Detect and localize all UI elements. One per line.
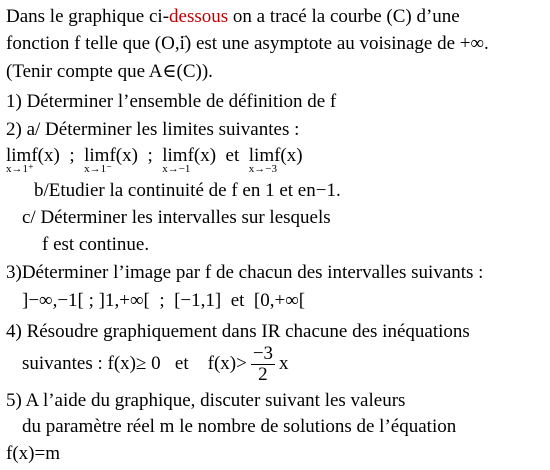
limit-3 bbox=[162, 145, 191, 175]
inequation-variable: x bbox=[279, 352, 289, 374]
question-4-title: 4) Résoudre graphiquement dans IR chacune des inéquations bbox=[6, 321, 470, 342]
lim-expr: f(x) bbox=[187, 145, 217, 166]
fraction bbox=[251, 344, 275, 385]
question-2c-line-2: f est continue. bbox=[42, 234, 150, 255]
intro-line-3: (Tenir compte que A∈(C)). bbox=[6, 61, 213, 82]
question-1: 1) Déterminer l’ensemble de définition de f bbox=[6, 91, 337, 112]
intro-text-a: Dans le graphique ci- bbox=[6, 6, 170, 27]
limit-1 bbox=[6, 145, 34, 175]
question-4-inequations bbox=[22, 344, 289, 385]
inequation-text: suivantes : f(x)≥ 0 et f(x)> bbox=[22, 352, 247, 374]
lim-sep: ; bbox=[137, 145, 158, 166]
intro-text-b: on a tracé la courbe (C) d’une bbox=[228, 6, 460, 27]
lim-word: lim bbox=[162, 145, 188, 166]
limit-4 bbox=[248, 145, 277, 175]
question-2b: b/Etudier la continuité de f en 1 et en−1. bbox=[34, 180, 341, 201]
lim-word: lim bbox=[6, 145, 32, 166]
question-3-intervals: ]−∞,−1[ ; ]1,+∞[ ; [−1,1] et [0,+∞[ bbox=[22, 290, 306, 311]
lim-subscript: x→−3 bbox=[248, 163, 277, 175]
intro-line-2 bbox=[6, 33, 489, 55]
lim-expr: f(x) bbox=[109, 145, 138, 166]
lim-subscript: x→1⁻ bbox=[84, 163, 112, 175]
lim-subscript: x→−1 bbox=[162, 163, 191, 175]
question-5-line-1: 5) A l’aide du graphique, discuter suivant les valeurs bbox=[6, 390, 406, 411]
intro-line2-a: fonction f telle que (O, bbox=[6, 33, 180, 54]
lim-subscript: x→1⁺ bbox=[6, 163, 34, 175]
question-2c-line-1: c/ Déterminer les intervalles sur lesquels bbox=[22, 207, 331, 228]
intro-line-1 bbox=[6, 6, 460, 28]
lim-word: lim bbox=[84, 145, 110, 166]
lim-expr: f(x) bbox=[274, 145, 303, 166]
lim-sep: ; bbox=[59, 145, 80, 166]
intro-line2-b: ) est une asymptote au voisinage de +∞. bbox=[184, 33, 489, 54]
question-5-line-3: f(x)=m bbox=[6, 443, 60, 464]
vector-i: → i bbox=[180, 33, 185, 55]
lim-expr: f(x) bbox=[31, 145, 60, 166]
lim-word: lim bbox=[248, 145, 275, 166]
fraction-numerator: −3 bbox=[252, 343, 274, 364]
intro-accent-word: dessous bbox=[169, 6, 229, 27]
fraction-denominator: 2 bbox=[258, 364, 268, 385]
lim-sep: et bbox=[216, 145, 245, 166]
limit-2 bbox=[84, 145, 112, 175]
question-3-title: 3)Déterminer l’image par f de chacun des intervalles suivants : bbox=[6, 262, 484, 283]
limits-line bbox=[6, 145, 303, 175]
question-2a-title: 2) a/ Déterminer les limites suivantes : bbox=[6, 119, 300, 140]
question-5-line-2: du paramètre réel m le nombre de solutions de l’équation bbox=[22, 416, 457, 437]
